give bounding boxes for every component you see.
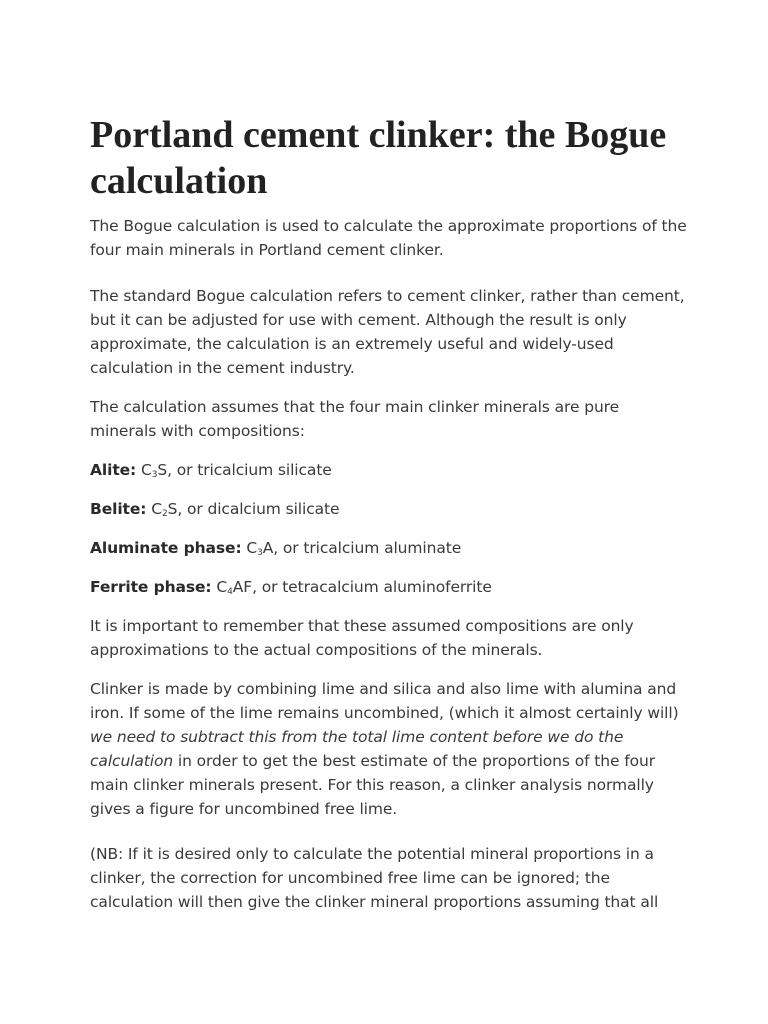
- standard-calculation-paragraph: The standard Bogue calculation refers to cement clinker, rather than cement, but it can be adjusted for use with cement. Although the result is only approximate, the calculation is an extremely useful and widely-used calculation in the cement industry.: [90, 287, 685, 377]
- formula-part: S: [167, 500, 178, 518]
- mineral-label: Ferrite phase:: [90, 578, 212, 596]
- mineral-label: Belite:: [90, 500, 147, 518]
- mineral-formula: [151, 500, 177, 518]
- formula-subscript: 2: [161, 509, 168, 519]
- assumptions-paragraph: The calculation assumes that the four main clinker minerals are pure minerals with compositions:: [90, 398, 620, 440]
- mineral-description: , or tricalcium aluminate: [273, 539, 462, 557]
- mineral-description: , or tricalcium silicate: [167, 461, 332, 479]
- free-lime-text: Clinker is made by combining lime and silica and also lime with alumina and iron. If some of the lime remains uncombined, (which it almost certainly will): [90, 680, 679, 722]
- approximation-paragraph: It is important to remember that these assumed compositions are only approximations to the actual compositions of the minerals.: [90, 617, 634, 659]
- formula-subscript: 3: [257, 548, 263, 558]
- free-lime-text-end: in order to get the best estimate of the proportions of the four main clinker minerals present. For this reason, a clinker analysis normally gives a figure for uncombined free lime.: [90, 752, 655, 818]
- page-title: Portland cement clinker: the Bogue calculation: [90, 114, 667, 202]
- free-lime-emphasis: we need to subtract this from the total lime content before we do the calculation: [90, 728, 624, 770]
- free-lime-paragraph: [90, 677, 690, 821]
- intro-paragraph: The Bogue calculation is used to calculate the approximate proportions of the four main minerals in Portland cement clinker.: [90, 217, 687, 259]
- formula-part: A: [262, 539, 274, 557]
- mineral-aluminate: [90, 536, 690, 560]
- formula-part: C: [216, 578, 228, 596]
- formula-part: C: [140, 461, 152, 479]
- formula-part: C: [246, 539, 258, 557]
- mineral-description: , or tetracalcium aluminoferrite: [252, 578, 492, 596]
- mineral-formula: [246, 539, 273, 557]
- formula-part: S: [157, 461, 168, 479]
- mineral-formula: [216, 578, 252, 596]
- mineral-alite: [90, 458, 690, 482]
- mineral-label: Aluminate phase:: [90, 539, 242, 557]
- formula-part: C: [151, 500, 162, 518]
- mineral-description: , or dicalcium silicate: [177, 500, 340, 518]
- mineral-belite: [90, 497, 690, 521]
- nb-paragraph: (NB: If it is desired only to calculate the potential mineral proportions in a clinker, the correction for uncombined free lime can be ignored; the calculation will then give the clinker mineral proportions assuming that all: [90, 845, 659, 911]
- mineral-label: Alite:: [90, 461, 137, 479]
- formula-subscript: 3: [151, 470, 158, 480]
- mineral-formula: [141, 461, 167, 479]
- formula-subscript: 4: [227, 587, 233, 597]
- document-body: [90, 112, 690, 929]
- mineral-ferrite: [90, 575, 690, 599]
- formula-part: AF: [232, 578, 253, 596]
